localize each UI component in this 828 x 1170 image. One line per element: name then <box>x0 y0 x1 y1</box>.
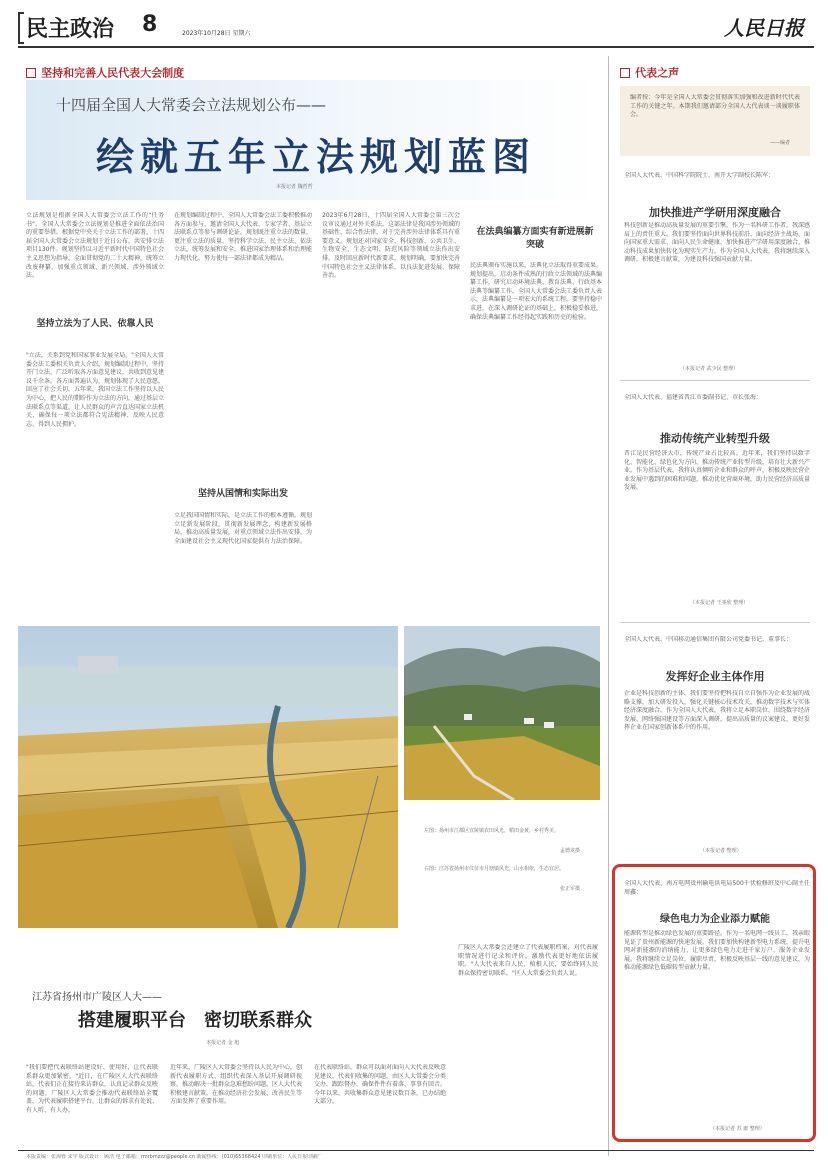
main-sidebar-divider <box>608 56 609 1156</box>
section-name: 民主政治 <box>26 17 115 42</box>
lead-col4-subhead: 在法典编纂方面实有新进展新突破 <box>476 227 594 250</box>
photo-credit-left: 孟德龙摄 <box>560 848 581 854</box>
sidebar-article-4-author: 全国人大代表、南方电网贵州输电供电局500千伏检修班及中心副主任周鑫： <box>624 880 810 896</box>
lead-col2-text2: 立足我国国情和实际，是立法工作的根本遵循。规划立足新发展阶段，贯彻新发展理念，构建新发展格局，推动高质量发展，对重点领域立法作出安排，为全面建设社会主义现代化国家提供有力法治保障。 <box>174 512 312 545</box>
sidebar-article-1-body: 科技创新是推动高质量发展的重要引擎。作为一名科研工作者，我深感肩上的责任重大。我们要坚持面向世界科技前沿、面向经济主战场、面向国家重大需求、面向人民生命健康，加快推进产学研用深度融合，推动科技成果加快转化为现实生产力。作为全国人大代表，我将继续深入调研，积极建言献策，为建设科技强国贡献力量。 <box>624 222 810 264</box>
lead-col1-text: 立法规划是根据全国人大常委会立法工作的"任务书"。全国人大常委会立法规划是推进全面依法治国的重要举措。根据党中央关于立法工作的部署，十四届全国人大常委会立法规划于近日公布，共安排立法项目130件。规划坚持以习近平新时代中国特色社会主义思想为指导，全面贯彻党的二十大精神，统筹立改废释纂，加强重点领域、新兴领域、涉外领域立法。 <box>26 212 164 280</box>
masthead-rule <box>18 46 814 48</box>
farmland-photo <box>18 626 398 928</box>
lead-kicker: 十四届全国人大常委会立法规划公布—— <box>56 96 327 114</box>
sidebar-intro-sign: ——编者 <box>770 140 791 146</box>
masthead <box>0 0 828 52</box>
sidebar-article-1-title: 加快推进产学研用深度融合 <box>649 206 781 219</box>
sidebar-article-4-body: 能源转型是推动绿色发展的重要路径。作为一名电网一线员工，我亲眼见证了贵州新能源的快速发展。我们要加快构建新型电力系统，提升电网对新能源的消纳能力，让更多绿色电力走进千家万户、服务企业发展。我将继续立足岗位，履职尽责，积极反映基层一线的意见建议，为推动能源绿色低碳转型贡献力量。 <box>624 930 810 972</box>
bottom-kicker: 江苏省扬州市广陵区人大—— <box>32 992 162 1003</box>
lead-header-panel <box>26 80 600 200</box>
bottom-col4-text: 广陵区人大常委会还建立了代表履职档案，对代表履职情况进行记录和评价，激励代表更好地依法履职。"人大代表来自人民、植根人民，要始终同人民群众保持密切联系。"区人大常委会负责人说。 <box>458 944 598 977</box>
masthead-left-bracket <box>18 12 24 44</box>
date-line: 2023年10月28日 星期六 <box>182 30 251 37</box>
tag-square-icon <box>26 68 36 78</box>
lead-col1-text2: "立法，关系到党和国家事业发展全局。"全国人大常委会法工委相关负责人介绍，规划编制过程中，坚持开门立法，广泛听取各方面意见建议，共收到意见建议千余条。各方面普遍认为，规划体现了人民意愿，回应了社会关切。五年来，我国立法工作坚持以人民为中心，把人民的期盼作为立法的方向，通过基层立法联系点等渠道，让人民群众的声音直达国家立法机关，确保每一项立法都符合宪法精神、反映人民意志、得到人民拥护。 <box>26 352 164 428</box>
sidebar-intro-text: 编者按：今年是全国人大常委会贯彻落实加强和改进新时代代表工作的关键之年。本期我们邀请部分全国人大代表谈一谈履职体会。 <box>630 94 800 119</box>
sidebar-article-3-credit: （本报记者 整理） <box>700 848 742 854</box>
sidebar-article-2-body: 晋江是民营经济大市，传统产业占比较高。近年来，我们坚持以数字化、智能化、绿色化为方向，推动传统产业转型升级，培育壮大新兴产业。作为基层代表，我将认真倾听企业和群众的呼声，积极反映民营企业发展中遇到的困难和问题，推动优化营商环境，助力民营经济高质量发展。 <box>624 450 810 492</box>
column-tag-label: 坚持和完善人民代表大会制度 <box>41 66 185 80</box>
bottom-col1-text: "我们要把代表联络站建设好、使用好，让代表联系群众更加紧密。"近日，在广陵区人大代表联络站，代表们正在接待来访群众，认真记录群众反映的问题。广陵区人大常委会推动代表联络站全覆盖，为代表履职搭建平台，让群众的诉求有处说、有人听、有人办。 <box>26 1064 158 1114</box>
sidebar-divider-2 <box>620 622 810 623</box>
bottom-headline: 搭建履职平台 密切联系群众 <box>78 1010 312 1031</box>
photo-credit-right: 张正军摄 <box>560 886 581 892</box>
sidebar-column-tag <box>620 62 679 81</box>
sidebar-tag-label: 代表之声 <box>635 66 680 80</box>
newspaper-logo: 人民日报 <box>724 16 804 40</box>
lead-headline: 绘就五年立法规划蓝图 <box>96 134 537 179</box>
bottom-story-header <box>18 944 444 1031</box>
lead-col2-text: 在规划编制过程中，全国人大常委会法工委积极推动各方面参与，邀请全国人大代表、专家学者、基层立法联系点等参与调研论证。规划既注重立法的数量，更注重立法的质量，坚持科学立法、民主立法、依法立法，统筹发展和安全，推进国家治理体系和治理能力现代化，努力使每一部法律都成为精品。 <box>174 212 312 262</box>
lead-col3-text: 2023年6月28日，十四届全国人大常委会第三次会议审议通过对外关系法。这部法律是我国涉外领域的基础性、综合性法律，对于完善涉外法律体系具有重要意义。规划还对国家安全、科技创新、公共卫生、生物安全、生态文明、防范风险等领域立法作出安排，及时回应新时代新要求。规划明确，要加快完善中国特色社会主义法律体系，以良法促进发展、保障善治。 <box>322 212 460 280</box>
sidebar-article-3-author: 全国人大代表、中国移动通信集团有限公司党委书记、董事长： <box>624 636 793 643</box>
sidebar-article-1-author: 全国人大代表、中国科学院院士、南开大学副校长陈军： <box>624 172 775 179</box>
lead-col1-subhead: 坚持立法为了人民、依靠人民 <box>36 319 154 329</box>
photo-caption-left: 左图：扬州市江都区宜陵镇农田风光，稻田金黄，乡村秀美。 <box>424 828 560 834</box>
sidebar-article-2-author: 全国人大代表、福建省晋江市委副书记、市长张海： <box>624 394 763 401</box>
lead-col4-text: 民法典颁布实施以来，法典化立法取得重要成果。规划提出，启动条件成熟的行政立法领域的法典编纂工作，研究启动环境法典、教育法典、行政基本法典等编纂工作。全国人大常委会法工委负责人表示，法典编纂是一项宏大的系统工程，要坚持稳中求进，在深入调研论证的基础上，积极稳妥推进，确保法典编纂工作经得起实践和历史的检验。 <box>470 262 602 321</box>
sidebar-article-4-title: 绿色电力为企业添力赋能 <box>660 914 770 925</box>
lead-byline: 本报记者 魏哲哲 <box>276 184 313 190</box>
column-tag <box>26 62 184 81</box>
bottom-col2-text: 近年来，广陵区人大常委会坚持以人民为中心，创新代表履职方式，组织代表深入基层开展调研视察，推动解决一批群众急难愁盼问题。区人大代表积极建言献策，在推动经济社会发展、改善民生等方面发挥了重要作用。 <box>170 1064 302 1106</box>
footer-text: 本版责编：张海蓉 宋宇 版式设计：顾浩 电子邮箱：rmrbmzzz@people.cn 新闻热线：(010)65368424 印刷单位：人民日报印刷厂 <box>26 1154 323 1160</box>
sidebar-divider-1 <box>620 380 810 381</box>
photo-caption-right: 右图：江苏省扬州市仪征市月塘镇风光，山水相依，生态宜居。 <box>424 866 565 872</box>
sidebar-article-2-credit: （本报记者 王崟欣 整理） <box>690 600 749 606</box>
bottom-byline: 本报记者 金 旭 <box>206 1040 240 1046</box>
lead-col2-subhead: 坚持从国情和实际出发 <box>197 489 288 499</box>
tag-square-icon <box>620 68 630 78</box>
village-photo <box>404 626 600 800</box>
sidebar-article-4-credit: （本报记者 苏 庸 整理） <box>710 1126 765 1132</box>
bottom-col3-text: 在代表联络站，群众可以面对面向人大代表反映意见建议。代表们收集的问题，由区人大常委会分类交办，跟踪督办，确保件件有着落、事事有回音。今年以来，共收集群众意见建议数百条，已办结绝大部分。 <box>314 1064 446 1106</box>
sidebar-article-1-credit: （本报记者 武少民 整理） <box>680 366 739 372</box>
sidebar-intro-box <box>620 86 810 156</box>
sidebar-article-3-title: 发挥好企业主体作用 <box>665 670 765 683</box>
sidebar-article-3-body: 企业是科技创新的主体。我们要坚持把科技自立自强作为企业发展的战略支撑，加大研发投入，强化关键核心技术攻关，推动数字技术与实体经济深度融合。作为全国人大代表，我将立足本职岗位，围绕数字经济发展、网络强国建设等方面深入调研，提出高质量的议案建议，更好发挥企业在国家创新体系中的作用。 <box>624 690 810 732</box>
footer-rule <box>18 1150 814 1151</box>
page-number: 8 <box>142 12 158 37</box>
sidebar-article-2-title: 推动传统产业转型升级 <box>660 432 770 445</box>
